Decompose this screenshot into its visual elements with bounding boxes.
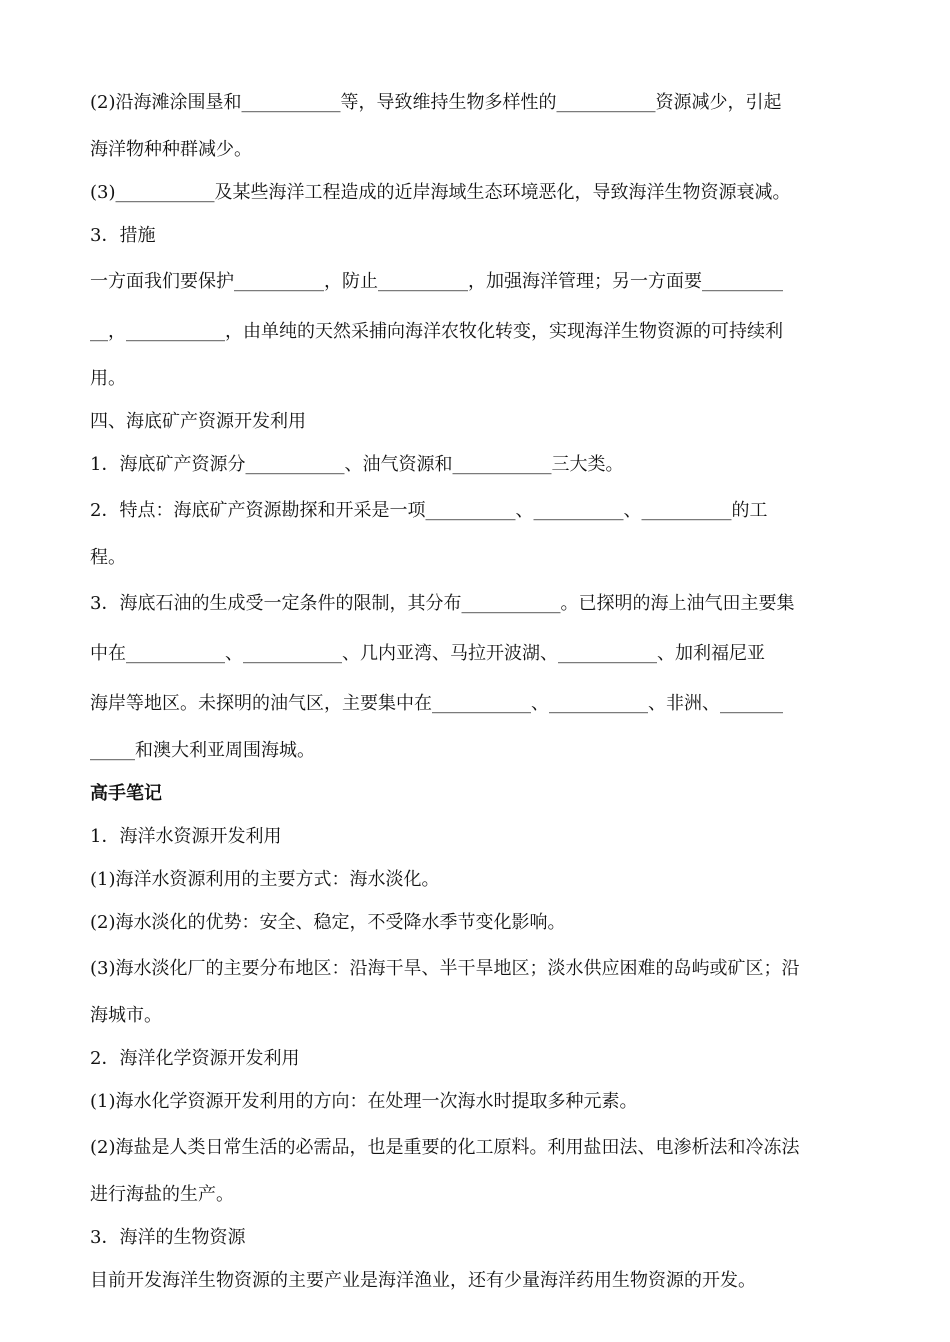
text-line: 进行海盐的生产。: [90, 1184, 234, 1205]
text-line: (3)海水淡化厂的主要分布地区：沿海干旱、半干旱地区；淡水供应困难的岛屿或矿区；沿: [90, 958, 800, 979]
section-heading: 3．海洋的生物资源: [90, 1227, 246, 1248]
text-line: 海洋物种种群减少。: [90, 139, 252, 160]
text-line: (2)海水淡化的优势：安全、稳定，不受降水季节变化影响。: [90, 912, 566, 933]
text-line: __，___________，由单纯的天然采捕向海洋农牧化转变，实现海洋生物资源的可持续利: [90, 321, 783, 342]
text-line: 2．特点：海底矿产资源勘探和开采是一项__________、__________、__________的工: [90, 500, 768, 521]
text-line: 海城市。: [90, 1005, 162, 1026]
section-heading: 1．海洋水资源开发利用: [90, 826, 282, 847]
text-line: (1)海水化学资源开发利用的方向：在处理一次海水时提取多种元素。: [90, 1091, 638, 1112]
text-line: (1)海洋水资源利用的主要方式：海水淡化。: [90, 869, 440, 890]
text-line: 一方面我们要保护__________，防止__________，加强海洋管理；另一方面要_________: [90, 271, 783, 292]
notes-heading: 高手笔记: [90, 783, 162, 804]
text-line: (3)___________及某些海洋工程造成的近岸海域生态环境恶化，导致海洋生物资源衰减。: [90, 182, 791, 203]
text-line: 程。: [90, 547, 126, 568]
section-heading: 3．措施: [90, 225, 156, 246]
text-line: 3．海底石油的生成受一定条件的限制，其分布___________。已探明的海上油气田主要集: [90, 593, 795, 614]
section-heading: 四、海底矿产资源开发利用: [90, 411, 306, 432]
text-line: (2)沿海滩涂围垦和___________等，导致维持生物多样性的___________资源减少，引起: [90, 92, 782, 113]
text-line: (2)海盐是人类日常生活的必需品，也是重要的化工原料。利用盐田法、电渗析法和冷冻法: [90, 1137, 800, 1158]
text-line: 1．海底矿产资源分___________、油气资源和___________三大类。: [90, 454, 624, 475]
text-line: 海岸等地区。未探明的油气区，主要集中在___________、___________、非洲、_______: [90, 693, 783, 714]
document-page: [90, 78, 862, 1302]
text-line: 目前开发海洋生物资源的主要产业是海洋渔业，还有少量海洋药用生物资源的开发。: [90, 1270, 756, 1291]
section-heading: 2．海洋化学资源开发利用: [90, 1048, 300, 1069]
text-line: _____和澳大利亚周围海城。: [90, 740, 315, 761]
text-line: 用。: [90, 368, 126, 389]
text-line: 中在___________、___________、几内亚湾、马拉开波湖、___________、加利福尼亚: [90, 643, 765, 664]
